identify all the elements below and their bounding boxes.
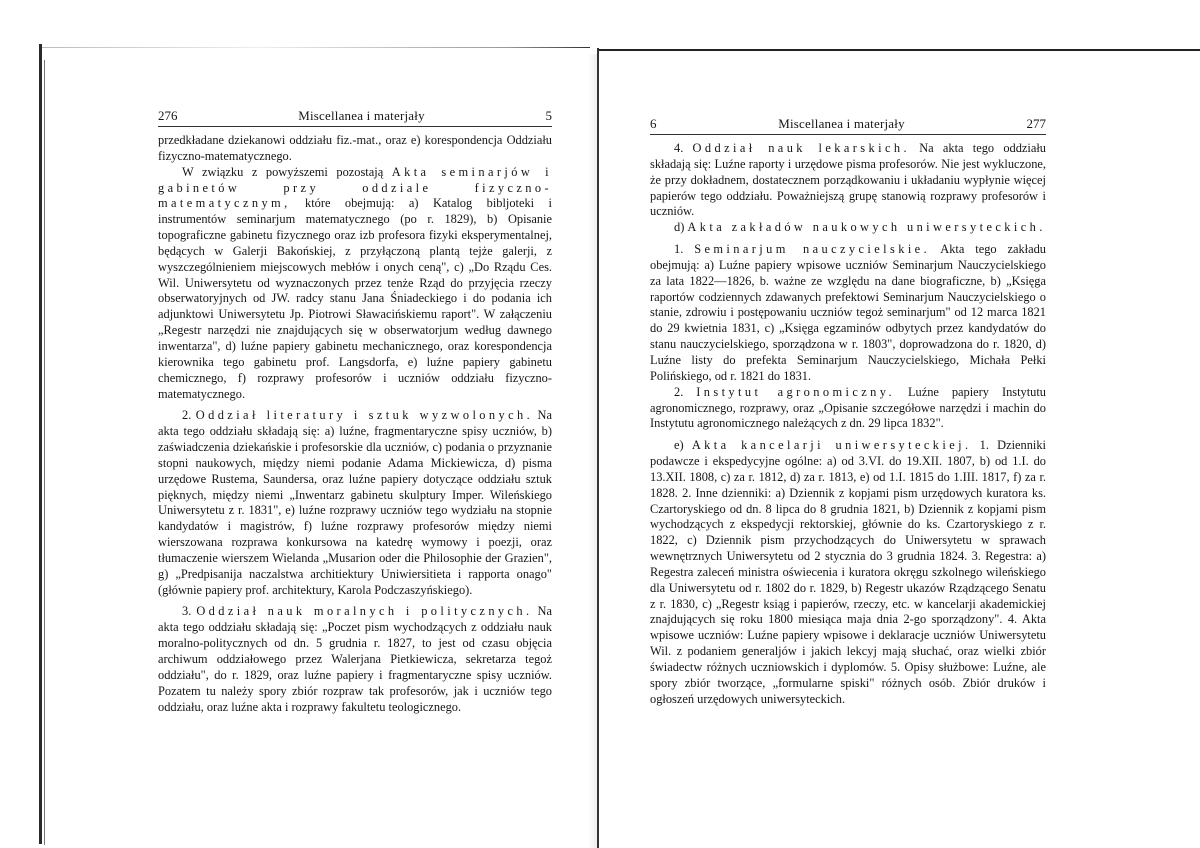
spaced-heading: Akta zakładów naukowych uniwersyteckich. (687, 220, 1046, 235)
scan-edge-top-left (40, 47, 590, 48)
paragraph: W związku z powyższemi pozostają Akta seminarjów i gabinetów przy oddziale fizyczno-matematycznym, które obejmują: a) Katalog bibljoteki i instrumentów seminarjum matematycznego (po r. 1829), b) Opisanie topograficzne gabinetu fizycznego oraz izb profesora fizyki eksperymentalnej, będących w Galerji Bakońskiej, z przyłączoną plantą tejże galerji, z wyszczególnieniem miejscowych mebłów i onych ceną", c) „Do Rządu Ces. Wil. Uniwersytetu od wyznaczonych przez tenże Rząd do przyjęcia rzeczy obserwatoryjnych od JW. radcy stanu Jana Śniadeckiego i do podania ich adjunktowi Uniwersytetu Jp. Piotrowi Sławacińskiemu raport". W załączeniu „Regestr narzędzi nie znajdujących się w obserwatorjum według dawnego inwentarza", d) luźne papiery gabinetu mechanicznego, oraz korespondencja kierownika tego gabinetu prof. Langsdorfa, e) luźne papiery gabinetu chemicznego, f) rozprawy profesorów i uczniów oddziału fizyczno-matematycznego. (158, 164, 552, 401)
spaced-heading: Instytut agronomiczny. (696, 384, 896, 399)
section-heading: d) Akta zakładów naukowych uniwersyteckich. (674, 220, 1046, 235)
right-page (650, 116, 1046, 708)
running-title: Miscellanea i materjały (298, 108, 425, 124)
paragraph: 4. Oddział nauk lekarskich. Na akta tego oddziału składają się: Luźne raporty i urzędowe pisma profesorów. Nie jest wykluczone, że przy dokładnem, dostatecznem porządkowaniu i układaniu wypłynie więcej papierów tego oddziału. Poważniejszą grupę stanowią rozprawy profesorów i uczniów. (650, 141, 1046, 219)
paragraph: 2. Instytut agronomiczny. Luźne papiery Instytutu agronomicznego, rozprawy, oraz „Opisanie szczegółowe narzędzi i machin do Instytutu agronomicznego należących z dn. 29 lipca 1832". (650, 384, 1046, 431)
book-gutter (597, 48, 599, 848)
left-page (158, 108, 552, 715)
scan-edge-left-inner (44, 60, 45, 845)
sheet-number: 5 (545, 108, 552, 124)
sheet-number: 6 (650, 116, 657, 132)
spaced-heading: Oddział nauk lekarskich. (692, 141, 910, 155)
scan-edge-left (39, 44, 42, 844)
spaced-heading: Oddział nauk moralnych i politycznych. (196, 604, 533, 619)
spaced-heading: Seminarjum nauczycielskie. (694, 242, 931, 257)
paragraph: 3. Oddział nauk moralnych i politycznych. Na akta tego oddziału składają się: „Poczet pism wychodzących z oddziału nauk moralno-politycznych od dn. 5 grudnia r. 1827, to jest od czasu objęcia archiwum oddziałowego przez Walerjana Pietkiewicza, sekretarza tegoż oddziału", do r. 1829, oraz luźne papiery i fragmentaryczne spisy uczniów. Pozatem tu należy spory zbiór rozpraw tak profesorów, jak i uczniów tego oddziału, oraz luźne akta i rozprawy fakultetu teologicznego. (158, 604, 552, 714)
paragraph: 1. Seminarjum nauczycielskie. Akta tego zakładu obejmują: a) Luźne papiery wpisowe uczniów Seminarjum Nauczycielskiego za lata 1822—1826, b. ważne ze względu na dane biograficzne, b) „Księga raportów codziennych zdawanych prefektowi Seminarjum Nauczycielskiego o stanie, zdrowiu i postępowaniu uczniów tegoż seminarjum" od 12 marca 1821 do 29 kwietnia 1831, c) „Księga egzaminów odbytych przez kandydatów do stanu nauczycielskiego, sporządzona w r. 1803", doprowadzona do r. 1820, d) Luźne listy do prefekta Seminarjum Nauczycielskiego, Michała Pełki Polińskiego, od r. 1821 do 1831. (650, 242, 1047, 383)
page-header (650, 116, 1046, 135)
page-number: 276 (158, 108, 178, 124)
running-title: Miscellanea i materjały (778, 116, 905, 132)
scan-edge-top-right (597, 49, 1200, 51)
spaced-heading: Oddział literatury i sztuk wyzwolonych. (195, 408, 534, 423)
spaced-heading: Akta seminarjów i gabinetów przy oddziale fizyczno-matematycznym, (158, 164, 552, 211)
page-number: 277 (1026, 116, 1046, 132)
paragraph: przedkładane dziekanowi oddziału fiz.-mat., oraz e) korespondencja Oddziału fizyczno-matematycznego. (158, 133, 552, 163)
paragraph: 2. Oddział literatury i sztuk wyzwolonych. Na akta tego oddziału składają się: a) luźne, fragmentaryczne spisy uczniów, b) zaświadczenia dziekańskie i profesorskie dla uczniów, c) podania o przyznanie stopni naukowych, między niemi podanie Adama Mickiewicza, d) pisma urzędowe Rustema, Saundersa, oraz luźne papiery dotyczące oddziału sztuk pięknych, między niemi „Inwentarz gabinetu skulptury Imper. Wileńskiego Uniwersytetu z r. 1831", e) luźne rozprawy uczniów tego wydziału na stopnie kandydatów i magistrów, f) luźne rozprawy profesorów między niemi wierszowana rozprawa konkursowa na katedrę wymowy i poezji, oraz tłumaczenie wierszem Wielanda „Musarion oder die Philosophie der Grazien", g) „Predpisanija naczalstwa architiektury Uniwiersitieta i rapporta onago" (głównie papiery prof. architektury, Karola Podczaszyńskiego). (158, 408, 552, 597)
page-header (158, 108, 552, 127)
spaced-heading: Akta kancelarji uniwersyteckiej. (691, 438, 972, 453)
paragraph: e) Akta kancelarji uniwersyteckiej. 1. Dzienniki podawcze i ekspedycyjne ogólne: a) od 3.VI. do 19.XII. 1807, b) od 1.I. do 13.XII. 1808, c) za r. 1812, d) za r. 1813, e) od 1.I. 1815 do 1.III. 1817, f) za r. 1828. 2. Inne dzienniki: a) Dziennik z kopjami pism urzędowych kuratora ks. Czartoryskiego od dn. 8 lipca do 8 grudnia 1821, b) Dziennik z kopjami pism wychodzących z ekspedycji rektorskiej, głównie do ks. Czartoryskiego z r. 1822, c) Dziennik pism przychodzących do Uniwersytetu w sprawach wewnętrznych Uniwersytetu od 2 stycznia do 3 grudnia 1824. 3. Regestra: a) Regestra zaleceń ministra oświecenia i kuratora okręgu szkolnego wileńskiego dla Uniwersytetu od r. 1802 do r. 1829, b) Regestr ukazów Rządzącego Senatu z r. 1830, c) „Regestr ksiąg i papierów, rzeczy, etc. w kancelarji akademickiej znajdujących się roku 1800 miesiąca maja dnia 2-go sporządzony". 4. Akta wpisowe uczniów: Luźne papiery wpisowe i deklaracje uczniów Uniwersytetu Wil. z podaniem generaljów i jakich lekcyj mają słuchać, oraz wielki zbiór świadectw różnych uczniowskich i dyplomów. 5. Opisy służbowe: Luźne, ale spory zbiór tworzące, „formularne spiski" różnych osób. Zbiór druków i ogłoszeń urzędowych uniwersyteckich. (650, 438, 1046, 706)
